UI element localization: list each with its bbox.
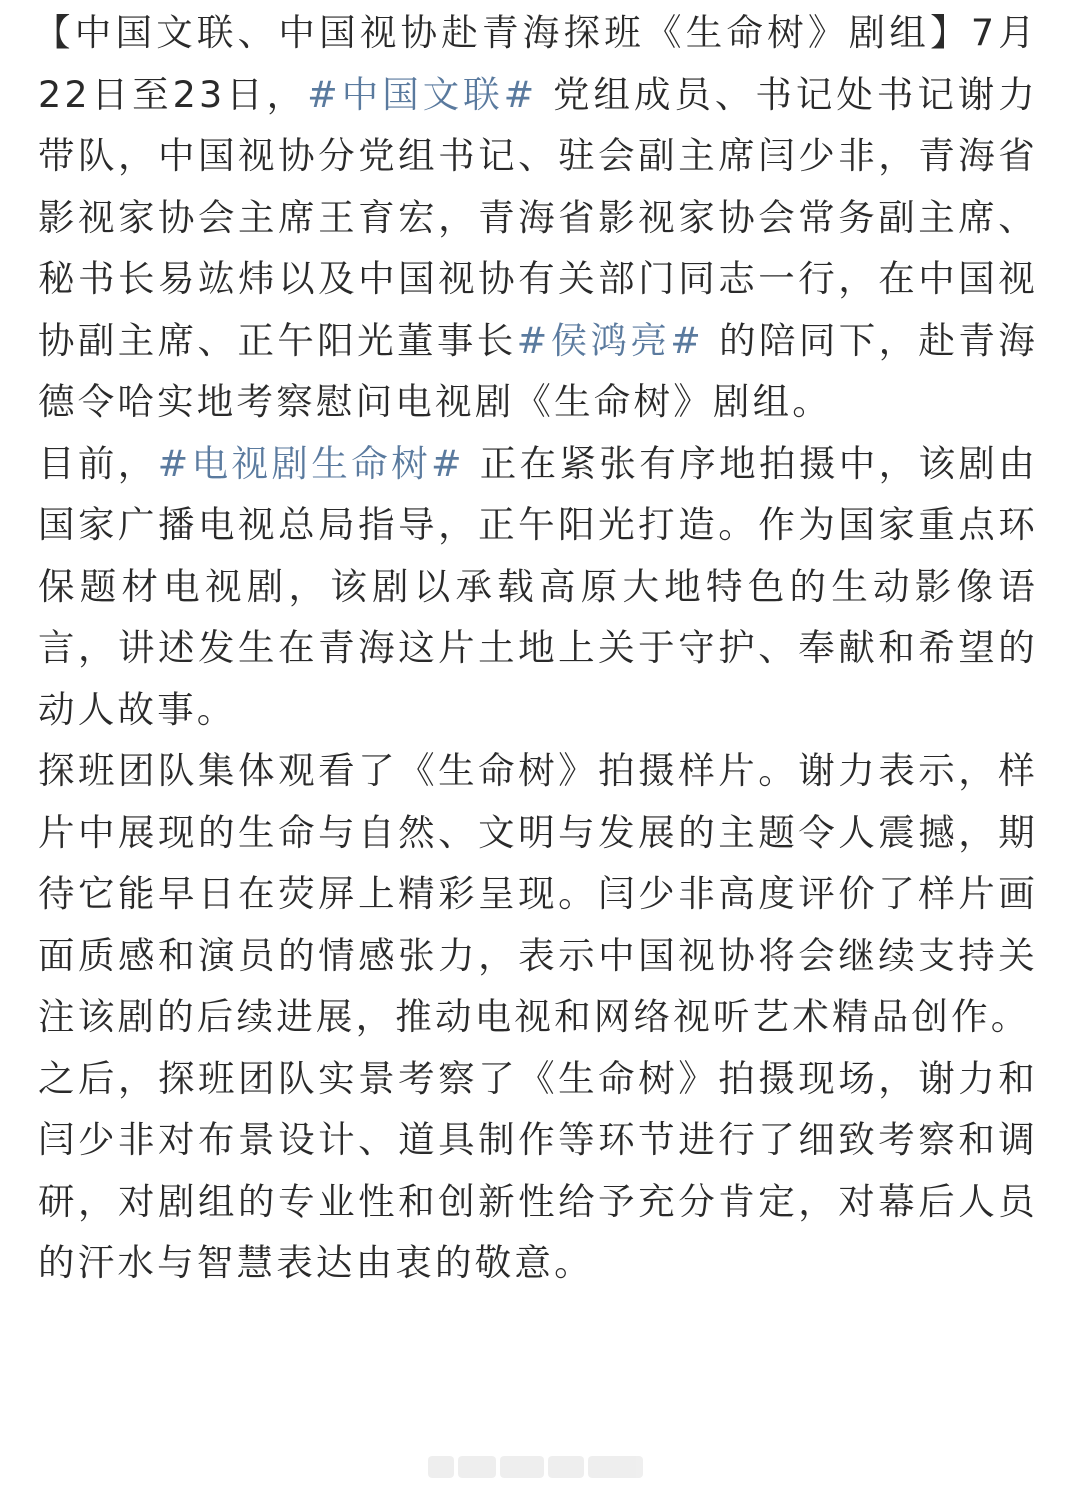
watermark-block	[588, 1456, 643, 1478]
watermark-block	[548, 1456, 584, 1478]
paragraph-2-text-b: 正在紧张有序地拍摄中，该剧由国家广播电视总局指导，正午阳光打造。作为国家重点环保题材电视剧，该剧以承载高原大地特色的生动影像语言，讲述发生在青海这片土地上关于守护、奉献和希望的动人故事。	[38, 441, 1038, 731]
watermark-block	[500, 1456, 544, 1478]
topic-link-cflac[interactable]: #中国文联#	[307, 72, 538, 116]
paragraph-2-text-a: 目前，	[38, 441, 158, 485]
watermark-logo-block	[428, 1456, 454, 1478]
topic-link-tv-series[interactable]: #电视剧生命树#	[157, 441, 465, 485]
paragraph-1-text-c: 的陪同下，赴青海德令哈实地考察慰问电视剧《生命树》剧组。	[38, 318, 1039, 423]
watermark	[428, 1452, 643, 1482]
paragraph-3: 探班团队集体观看了《生命树》拍摄样片。谢力表示，样片中展现的生命与自然、文明与发展的主题令人震撼，期待它能早日在荧屏上精彩呈现。闫少非高度评价了样片画面质感和演员的情感张力，表示中国视协将会继续支持关注该剧的后续进展，推动电视和网络视听艺术精品创作。	[38, 749, 1038, 1038]
paragraph-1-text-a: 【中国文联、中国视协赴青海探班《生命树》剧组】7月22日至23日，	[34, 11, 1038, 116]
paragraph-1	[34, 2, 1039, 433]
paragraph-1-text-b: 党组成员、书记处书记谢力带队，中国视协分党组书记、驻会副主席闫少非，青海省影视家协会主席王育宏，青海省影视家协会常务副主席、秘书长易竑炜以及中国视协有关部门同志一行，在中国视协副主席、正午阳光董事长	[38, 72, 1038, 362]
paragraph-2	[38, 433, 1038, 741]
post-body	[34, 2, 1039, 1294]
topic-link-hou-hongliang[interactable]: #侯鸿亮#	[516, 318, 705, 362]
paragraph-4: 之后，探班团队实景考察了《生命树》拍摄现场，谢力和闫少非对布景设计、道具制作等环节进行了细致考察和调研，对剧组的专业性和创新性给予充分肯定，对幕后人员的汗水与智慧表达由衷的敬意。	[38, 1056, 1038, 1284]
watermark-block	[458, 1456, 496, 1478]
